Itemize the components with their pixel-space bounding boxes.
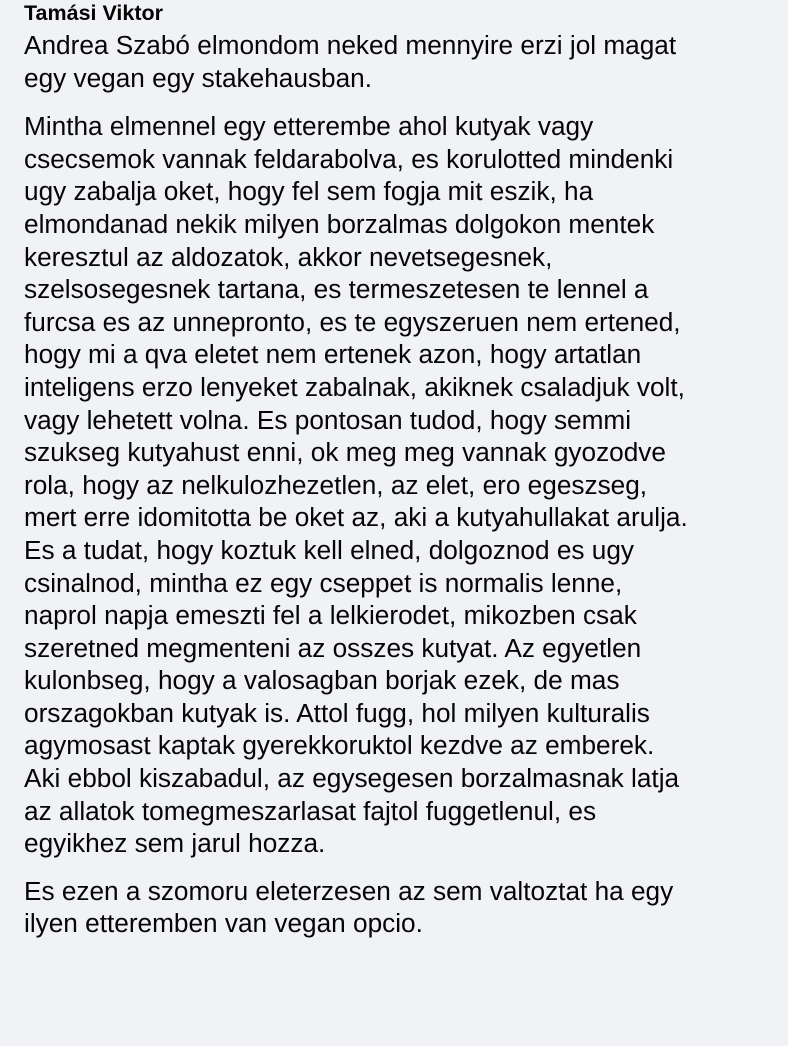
comment-text-line: Es ezen a szomoru eleterzesen az sem valtoztat ha egy xyxy=(24,875,674,906)
comment-text-line: Mintha elmennel egy etterembe ahol kutyak vagy xyxy=(24,111,594,142)
comment-text-line: elmondanad nekik milyen borzalmas dolgokon mentek xyxy=(24,208,655,239)
comment-text-line: ilyen etteremben van vegan opcio. xyxy=(24,908,423,939)
comment-paragraph xyxy=(24,875,788,940)
comment-text-line: keresztul az aldozatok, akkor nevetsegesnek, xyxy=(24,241,553,272)
comment-text-line: Andrea Szabó elmondom neked mennyire erzi jol magat xyxy=(24,30,677,60)
comment-paragraph xyxy=(24,29,788,94)
comment-text-line: Es a tudat, hogy koztuk kell elned, dolgoznod es ugy xyxy=(24,534,634,565)
comment-author-name[interactable]: Tamási Viktor xyxy=(24,1,164,25)
comment-text-line: vagy lehetett volna. Es pontosan tudod, hogy semmi xyxy=(24,404,632,435)
comment-text-line: rola, hogy az nelkulozhezetlen, az elet, ero egeszseg, xyxy=(24,469,648,500)
comment-text-line: naprol napja emeszti fel a lelkierodet, mikozben csak xyxy=(24,600,637,631)
comment-text-line: inteligens erzo lenyeket zabalnak, akiknek csaladjuk volt, xyxy=(24,371,685,402)
comment-text-line: kulonbseg, hogy a valosagban borjak ezek, de mas xyxy=(24,665,620,696)
comment-paragraph xyxy=(24,110,788,860)
comment-text-line: csecsemok vannak feldarabolva, es korulotted mindenki xyxy=(24,143,674,174)
comment-text-line: agymosast kaptak gyerekkoruktol kezdve az emberek. xyxy=(24,730,655,761)
comment-text-line: mert erre idomitotta be oket az, aki a kutyahullakat arulja. xyxy=(24,502,688,533)
comment-text-line: csinalnod, mintha ez egy cseppet is normalis lenne, xyxy=(24,567,623,598)
comment-text-line: egyikhez sem jarul hozza. xyxy=(24,828,326,859)
comment-text-line: egy vegan egy stakehausban. xyxy=(24,62,372,93)
comment-text-line: hogy mi a qva eletet nem ertenek azon, hogy artatlan xyxy=(24,339,642,370)
comment-text-line: szelsosegesnek tartana, es termeszetesen te lennel a xyxy=(24,274,649,305)
comment-text-line: orszagokban kutyak is. Attol fugg, hol milyen kulturalis xyxy=(24,697,650,728)
comment-text-line: az allatok tomegmeszarlasat fajtol fuggetlenul, es xyxy=(24,795,597,826)
comment-text-line: furcsa es az unnepronto, es te egyszeruen nem ertened, xyxy=(24,306,681,337)
comment-text-line: Aki ebbol kiszabadul, az egysegesen borzalmasnak latja xyxy=(24,763,680,794)
comment-text-line: szukseg kutyahust enni, ok meg meg vannak gyozodve xyxy=(24,437,666,468)
comment-text-line: szeretned megmenteni az osszes kutyat. Az egyetlen xyxy=(24,632,642,663)
comment-text-line: ugy zabalja oket, hogy fel sem fogja mit eszik, ha xyxy=(24,176,594,207)
